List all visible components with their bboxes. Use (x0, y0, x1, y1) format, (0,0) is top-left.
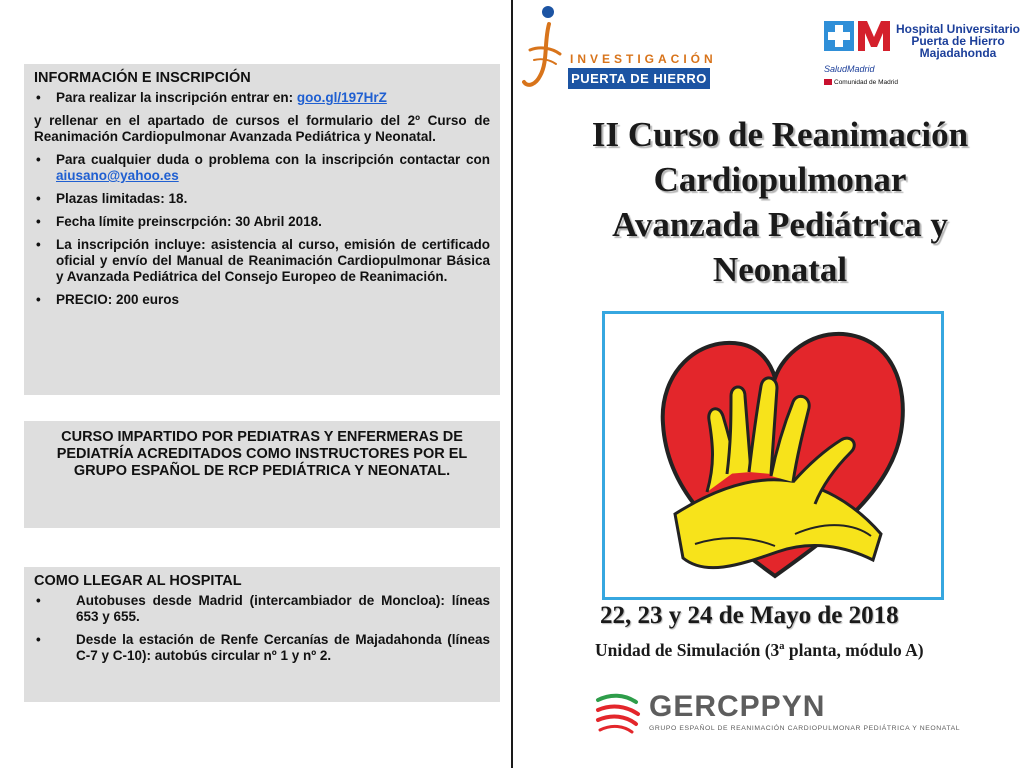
deadline-text: Fecha límite preinscrpción: 30 Abril 2018. (56, 214, 322, 229)
bullet: • (36, 237, 41, 252)
info-box (24, 64, 500, 395)
info-title: INFORMACIÓN E INSCRIPCIÓN (34, 70, 251, 86)
puerta-de-hierro-bar: PUERTA DE HIERRO (568, 68, 710, 89)
course-title-line1: II Curso de Reanimación (591, 115, 969, 154)
fold-line (511, 0, 513, 768)
hospital-name (894, 23, 1022, 59)
places-text: Plazas limitadas: 18. (56, 191, 188, 206)
course-title (540, 112, 1020, 292)
investigacion-logo (518, 2, 717, 94)
registration-text: Para realizar la inscripción entrar en: (56, 90, 297, 105)
bus-text: Autobuses desde Madrid (intercambiador de Moncloa): líneas 653 y 655. (76, 593, 490, 624)
info-bullet-places (34, 191, 490, 207)
info-bullet-price (34, 292, 490, 308)
comunidad-madrid (824, 79, 898, 86)
bullet: • (36, 214, 41, 229)
comunidad-flag-icon (824, 79, 832, 85)
gercppyn-logo (594, 690, 974, 738)
info-bullet-registration (34, 90, 490, 106)
registration-link[interactable]: goo.gl/197HrZ (296, 90, 387, 105)
hospital-logo (822, 15, 1022, 86)
hospital-name-line3: Majadahonda (919, 46, 997, 60)
directions-bullet-bus (34, 593, 490, 625)
course-dates: 22, 23 y 24 de Mayo de 2018 (600, 602, 899, 629)
hospital-name-line1: Hospital Universitario (895, 22, 1021, 36)
contact-email-link[interactable]: aiusano@yahoo.es (56, 168, 179, 183)
gercppyn-name: GERCPPYN (649, 690, 826, 723)
course-title-line3: Avanzada Pediátrica y (612, 205, 948, 244)
saludmadrid-text: SaludMadrid (824, 64, 875, 74)
bullet: • (36, 593, 41, 608)
course-title-line2: Cardiopulmonar (653, 160, 907, 199)
info-bullet-includes (34, 237, 490, 285)
bullet: • (36, 632, 41, 647)
course-location: Unidad de Simulación (3ª planta, módulo A) (595, 640, 924, 660)
directions-box (24, 567, 500, 702)
info-bullet-contact (34, 152, 490, 184)
directions-bullet-train (34, 632, 490, 664)
instructors-box (24, 421, 500, 528)
investigacion-i-mark (522, 2, 566, 94)
contact-text: Para cualquier duda o problema con la inscripción contactar con (56, 152, 490, 167)
bullet: • (36, 292, 41, 307)
price-text: PRECIO: 200 euros (56, 292, 180, 307)
instructors-text: CURSO IMPARTIDO POR PEDIATRAS Y ENFERMERAS DE PEDIATRÍA ACREDITADOS COMO INSTRUCTORES POR EL GRUPO ESPAÑOL DE RCP PEDIÁTRICA Y NEONATAL. (56, 429, 468, 479)
investigacion-text: INVESTIGACIÓN (570, 52, 717, 66)
gercppyn-mark (594, 690, 644, 734)
course-title-line4: Neonatal (712, 250, 848, 289)
info-form-paragraph: y rellenar en el apartado de cursos el formulario del 2º Curso de Reanimación Cardiopulmonar Avanzada Pediátrica y Neonatal. (34, 113, 490, 144)
heart-hands-image (602, 311, 944, 600)
directions-title: COMO LLEGAR AL HOSPITAL (34, 573, 242, 589)
info-bullet-deadline (34, 214, 490, 230)
includes-text: La inscripción incluye: asistencia al curso, emisión de certificado oficial y envío del Manual de Reanimación Cardiopulmonar Básica y Avanzada Pediátrica del Consejo Europeo de Reanimación. (56, 237, 490, 284)
comunidad-madrid-text: Comunidad de Madrid (834, 79, 898, 86)
heart-hands-illustration (605, 314, 941, 597)
bullet: • (36, 191, 41, 206)
saludmadrid-mark (822, 17, 892, 63)
hospital-name-line2: Puerta de Hierro (911, 34, 1005, 48)
train-text: Desde la estación de Renfe Cercanías de Majadahonda (líneas C-7 y C-10): autobús circular nº 1 y nº 2. (76, 632, 490, 663)
bullet: • (36, 90, 41, 105)
bullet: • (36, 152, 41, 167)
gercppyn-subtitle: GRUPO ESPAÑOL DE REANIMACIÓN CARDIOPULMONAR PEDIÁTRICA Y NEONATAL (649, 725, 961, 732)
